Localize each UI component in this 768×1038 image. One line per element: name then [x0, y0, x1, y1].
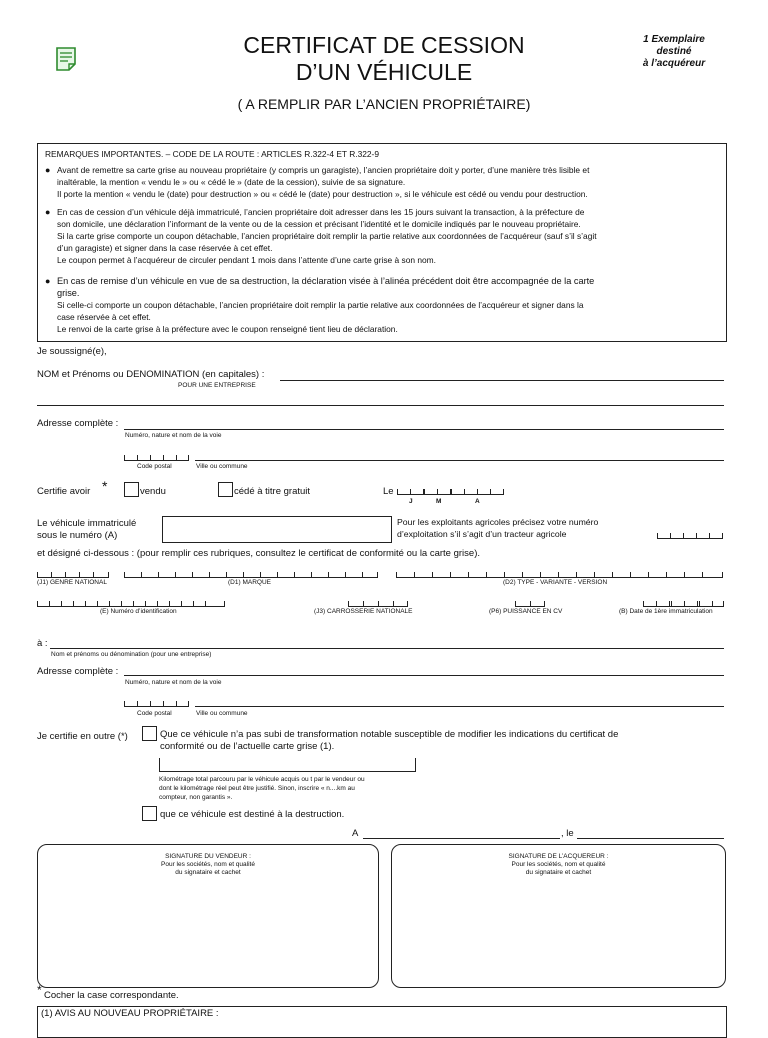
buyer-adresse-field[interactable]: [124, 675, 724, 676]
first-registration-date-field[interactable]: [643, 598, 724, 607]
marque-field[interactable]: [124, 569, 378, 578]
copy-line-3: à l’acquéreur: [642, 58, 706, 69]
remarks-box: [37, 143, 727, 342]
immat-label-line: Le véhicule immatriculé: [37, 518, 137, 529]
remark-2: [57, 206, 597, 266]
adresse-field[interactable]: [124, 429, 724, 430]
avis-heading: (1) AVIS AU NOUVEAU PROPRIÉTAIRE :: [41, 1008, 219, 1019]
remarks-heading: REMARQUES IMPORTANTES. – CODE DE LA ROUTE : ARTICLES R.322-4 ET R.322-9: [45, 149, 380, 159]
kilometrage-label-line: dont le kilométrage réel peut être justifié. Sinon, inscrire « n....km au: [159, 785, 355, 792]
title: [200, 32, 568, 86]
destruction-checkbox[interactable]: [142, 806, 157, 821]
copy-line-1: 1 Exemplaire: [643, 34, 705, 45]
remark-1-line: inaltérable, la mention « vendu le » ou « cédé le » (date de la cession), suivie de sa signature.: [57, 177, 406, 187]
buyer-numero-voie-label: Numéro, nature et nom de la voie: [125, 679, 222, 686]
seller-signature-title: SIGNATURE DU VENDEUR :: [165, 853, 251, 860]
remark-1-line: Avant de remettre sa carte grise au nouveau propriétaire (y compris un garagiste), l’ancien propriétaire doit y porter, d’une manière très lisible et: [57, 165, 590, 175]
copy-line-2: destiné: [656, 46, 692, 57]
type-field[interactable]: [396, 569, 723, 578]
buyer-signature-line: Pour les sociétés, nom et qualité: [511, 861, 606, 868]
title-line-1: CERTIFICAT DE CESSION: [243, 32, 525, 58]
buyer-code-postal-label: Code postal: [137, 710, 172, 717]
type-label: (D2) TYPE - VARIANTE - VERSION: [503, 579, 608, 586]
agri-label-line: Pour les exploitants agricoles précisez votre numéro: [397, 517, 599, 527]
immat-label: [37, 518, 136, 542]
destruction-label: que ce véhicule est destiné à la destruction.: [160, 809, 345, 820]
remark-1-line: Il porte la mention « vendu le (date) pour destruction » ou « cédé le (date) pour destruction », si le véhicule est cédé ou vendu pour destruction.: [57, 189, 588, 199]
seller-signature-caption: [38, 853, 378, 877]
title-line-2: D’UN VÉHICULE: [295, 59, 473, 85]
nom-field[interactable]: [280, 380, 724, 381]
buyer-name-label: Nom et prénoms ou dénomination (pour une entreprise): [51, 651, 212, 658]
nom-field-line-2[interactable]: [37, 405, 724, 406]
remark-3: [57, 275, 594, 335]
carrosserie-field[interactable]: [348, 598, 408, 607]
vendu-label: vendu: [140, 486, 166, 497]
month-label: M: [436, 498, 442, 505]
transformation-label: [160, 729, 618, 753]
buyer-name-field[interactable]: [50, 648, 724, 649]
copy-note: [620, 34, 728, 70]
a-label: à :: [37, 638, 48, 649]
remark-2-line: d’un garagiste) et signer dans la case réservée à cet effet.: [57, 243, 273, 253]
marque-label: (D1) MARQUE: [228, 579, 271, 586]
certifie-avoir-label: Certifie avoir: [37, 486, 91, 497]
soussigne-label: Je soussigné(e),: [37, 346, 107, 357]
avis-box: [37, 1006, 727, 1038]
remark-3-line: case réservée à cet effet.: [57, 312, 151, 322]
puissance-field[interactable]: [515, 598, 545, 607]
buyer-adresse-label: Adresse complète :: [37, 666, 119, 677]
year-label: A: [475, 498, 480, 505]
remark-3-line: Si celle-ci comporte un coupon détachable, l’ancien propriétaire doit remplir la partie relative aux coordonnées de l’acquéreur et signer dans la: [57, 300, 584, 310]
code-postal-label: Code postal: [137, 463, 172, 470]
seller-signature-box[interactable]: [37, 844, 379, 988]
seller-signature-line: Pour les sociétés, nom et qualité: [161, 861, 255, 868]
subtitle: ( A REMPLIR PAR L’ANCIEN PROPRIÉTAIRE): [237, 96, 531, 112]
buyer-signature-caption: [392, 853, 725, 877]
bullet-icon: ●: [45, 276, 51, 286]
genre-field[interactable]: [37, 569, 109, 578]
transformation-checkbox[interactable]: [142, 726, 157, 741]
carrosserie-label: (J3) CARROSSERIE NATIONALE: [314, 608, 413, 615]
star-marker: *: [102, 478, 108, 494]
buyer-signature-line: du signataire et cachet: [525, 869, 592, 876]
buyer-code-postal-field[interactable]: [124, 698, 189, 707]
certifie-outre-label: Je certifie en outre (*): [37, 731, 128, 742]
remark-1: [57, 164, 589, 200]
transformation-label-line: Que ce véhicule n’a pas subi de transformation notable susceptible de modifier les indications du certificat de: [160, 729, 619, 740]
numero-voie-label: Numéro, nature et nom de la voie: [125, 432, 222, 439]
kilometrage-label: [159, 775, 365, 802]
place-label: A: [352, 828, 359, 839]
remark-3-line: En cas de remise d’un véhicule en vue de sa destruction, la déclaration visée à l’alinéa précédent doit être accompagnée de la carte: [57, 276, 595, 286]
kilometrage-field[interactable]: [159, 758, 416, 772]
bullet-icon: ●: [45, 207, 51, 217]
exploitation-number-field[interactable]: [657, 530, 723, 539]
vendu-checkbox[interactable]: [124, 482, 139, 497]
cession-date-field[interactable]: [397, 486, 504, 495]
agri-label-line: d’exploitation s’il s’agit d’un tracteur agricole: [397, 529, 567, 539]
footnote-star: *: [37, 983, 42, 997]
immat-label-line: sous le numéro (A): [37, 530, 118, 541]
cede-label: cédé à titre gratuit: [234, 486, 311, 497]
code-postal-field[interactable]: [124, 452, 189, 461]
agri-label: [397, 516, 598, 540]
buyer-signature-box[interactable]: [391, 844, 726, 988]
date-field[interactable]: [577, 838, 724, 839]
remark-2-line: Si la carte grise comporte un coupon détachable, l’ancien propriétaire doit remplir la partie relative aux coordonnées de l’acquéreur (sauf s’il s’agit: [57, 231, 597, 241]
immatriculation-input[interactable]: [162, 516, 392, 543]
remark-3-line: Le renvoi de la carte grise à la préfecture avec le coupon renseigné tient lieu de déclaration.: [57, 324, 398, 334]
footnote-label: Cocher la case correspondante.: [44, 990, 179, 1001]
buyer-ville-field[interactable]: [195, 706, 724, 707]
designe-label: et désigné ci-dessous : (pour remplir ces rubriques, consultez le certificat de conformité ou la carte grise).: [37, 548, 481, 559]
transformation-label-line: conformité ou de l’actuelle carte grise (1).: [160, 741, 335, 752]
date-le-label: Le: [383, 486, 394, 497]
buyer-ville-label: Ville ou commune: [196, 710, 248, 717]
genre-label: (J1) GENRE NATIONAL: [37, 579, 107, 586]
kilometrage-label-line: compteur, non garantis ».: [159, 794, 233, 801]
day-label: J: [409, 498, 413, 505]
document-icon: [56, 47, 76, 71]
remark-2-line: Le coupon permet à l’acquéreur de circuler pendant 1 mois dans l’attente d’une carte grise à son nom.: [57, 255, 436, 265]
nom-label: NOM et Prénoms ou DENOMINATION (en capitales) :: [37, 369, 265, 380]
place-field[interactable]: [363, 838, 560, 839]
identification-field[interactable]: [37, 598, 225, 607]
bullet-icon: ●: [45, 165, 51, 175]
cede-checkbox[interactable]: [218, 482, 233, 497]
buyer-signature-title: SIGNATURE DE L’ACQUEREUR :: [508, 853, 609, 860]
puissance-label: (P6) PUISSANCE EN CV: [489, 608, 563, 615]
adresse-label: Adresse complète :: [37, 418, 119, 429]
ville-field[interactable]: [195, 460, 724, 461]
seller-signature-line: du signataire et cachet: [175, 869, 241, 876]
pour-entreprise-label: POUR UNE ENTREPRISE: [178, 382, 256, 389]
first-registration-label: (B) Date de 1ère immatriculation: [619, 608, 713, 615]
remark-3-line: grise.: [57, 288, 80, 298]
ville-label: Ville ou commune: [196, 463, 248, 470]
identification-label: (E) Numéro d’identification: [100, 608, 177, 615]
date-label: , le: [561, 828, 574, 839]
remark-2-line: En cas de cession d’un véhicule déjà immatriculé, l’ancien propriétaire doit adresser dans les 15 jours suivant la transaction, à la préfecture de: [57, 207, 585, 217]
kilometrage-label-line: Kilométrage total parcouru par le véhicule acquis ou t par le vendeur ou: [159, 776, 365, 783]
remark-2-line: son domicile, une déclaration l’informant de la vente ou de la cession et précisant l’identité et le domicile indiqués par le nouveau propriétaire.: [57, 219, 581, 229]
